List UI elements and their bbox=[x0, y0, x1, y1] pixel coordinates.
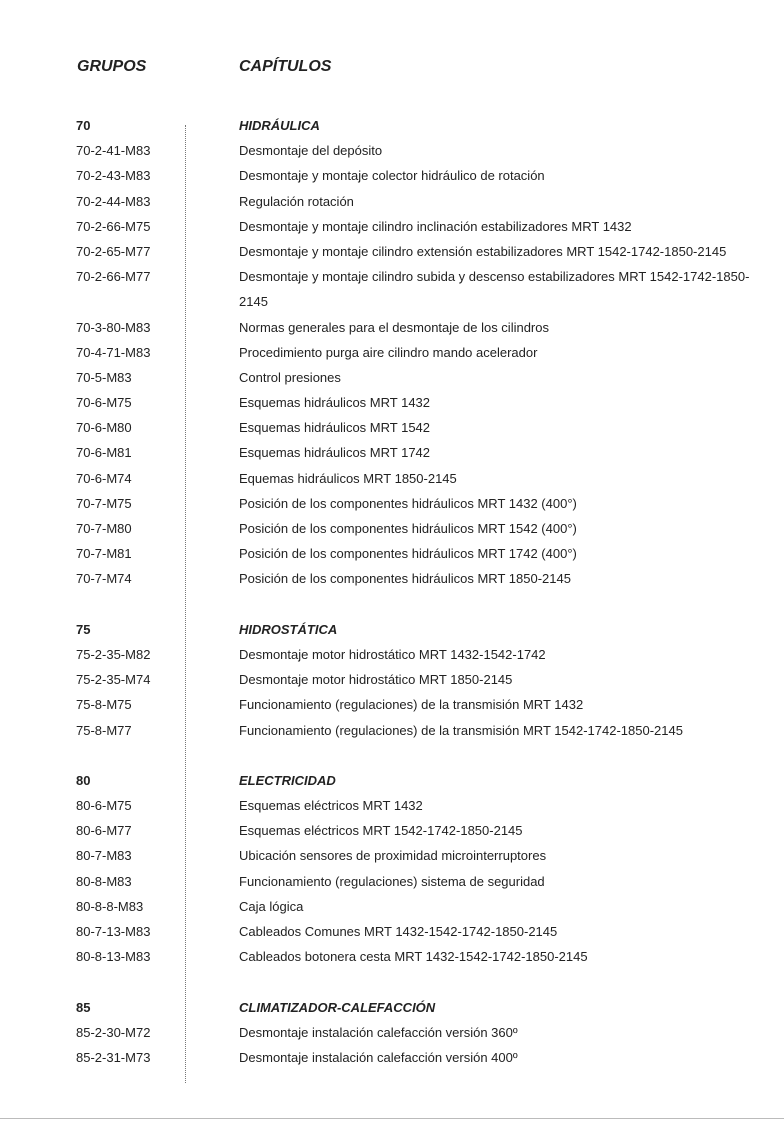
chapters-column-header: CAPÍTULOS bbox=[239, 58, 332, 75]
chapter-title: Esquemas hidráulicos MRT 1432 bbox=[239, 395, 431, 411]
chapter-code: 75-8-M75 bbox=[76, 697, 132, 713]
chapter-code: 80-6-M77 bbox=[76, 823, 132, 839]
chapter-code: 70-2-43-M83 bbox=[76, 168, 151, 184]
chapter-code: 70-2-44-M83 bbox=[76, 193, 151, 209]
chapter-code: 70-6-M81 bbox=[76, 445, 132, 461]
chapter-title: Desmontaje y montaje cilindro subida y descenso estabilizadores MRT 1542-1742-1850-2145 bbox=[239, 269, 750, 310]
section-code: 75 bbox=[76, 621, 91, 637]
chapter-title: Posición de los componentes hidráulicos MRT 1742 (400°) bbox=[239, 546, 577, 562]
chapter-title: Caja lógica bbox=[239, 898, 304, 914]
chapter-title: Esquemas eléctricos MRT 1432 bbox=[239, 798, 423, 814]
chapter-row bbox=[0, 140, 784, 165]
chapter-title: Cableados Comunes MRT 1432-1542-1742-1850-2145 bbox=[239, 924, 558, 940]
chapter-title: Esquemas hidráulicos MRT 1742 bbox=[239, 445, 431, 461]
chapter-code: 85-2-31-M73 bbox=[76, 1049, 151, 1065]
chapter-code: 70-5-M83 bbox=[76, 369, 132, 385]
chapter-row bbox=[0, 795, 784, 820]
chapter-row bbox=[0, 921, 784, 946]
chapter-row bbox=[0, 442, 784, 467]
chapter-row bbox=[0, 669, 784, 694]
section-spacer bbox=[0, 971, 784, 996]
chapter-code: 70-6-M75 bbox=[76, 395, 132, 411]
groups-column-header: GRUPOS bbox=[77, 58, 147, 75]
section-title: CLIMATIZADOR-CALEFACCIÓN bbox=[239, 999, 436, 1015]
section-header-row bbox=[0, 115, 784, 140]
chapter-title: Desmontaje motor hidrostático MRT 1850-2145 bbox=[239, 672, 513, 688]
chapter-code: 70-3-80-M83 bbox=[76, 319, 151, 335]
chapter-row bbox=[0, 367, 784, 392]
chapter-row bbox=[0, 317, 784, 342]
chapter-code: 70-2-66-M75 bbox=[76, 218, 151, 234]
section-header-row bbox=[0, 997, 784, 1022]
section-spacer bbox=[0, 745, 784, 770]
section-code: 85 bbox=[76, 999, 91, 1015]
section-title: ELECTRICIDAD bbox=[239, 772, 336, 788]
chapter-row bbox=[0, 896, 784, 921]
chapter-row bbox=[0, 644, 784, 669]
chapter-title: Regulación rotación bbox=[239, 193, 354, 209]
chapter-title: Cableados botonera cesta MRT 1432-1542-1742-1850-2145 bbox=[239, 949, 588, 965]
chapter-title: Procedimiento purga aire cilindro mando acelerador bbox=[239, 344, 538, 360]
chapter-row bbox=[0, 342, 784, 367]
chapter-row bbox=[0, 871, 784, 896]
chapter-title: Desmontaje y montaje cilindro extensión estabilizadores MRT 1542-1742-1850-2145 bbox=[239, 243, 727, 259]
chapter-code: 80-8-13-M83 bbox=[76, 949, 151, 965]
chapter-row bbox=[0, 946, 784, 971]
chapter-row bbox=[0, 216, 784, 241]
chapter-code: 80-8-M83 bbox=[76, 873, 132, 889]
chapter-code: 80-8-8-M83 bbox=[76, 898, 144, 914]
chapter-title: Posición de los componentes hidráulicos MRT 1432 (400°) bbox=[239, 495, 577, 511]
chapter-row bbox=[0, 241, 784, 266]
chapter-code: 80-7-M83 bbox=[76, 848, 132, 864]
chapter-row bbox=[0, 191, 784, 216]
chapter-title: Equemas hidráulicos MRT 1850-2145 bbox=[239, 470, 457, 486]
chapter-title: Posición de los componentes hidráulicos MRT 1542 (400°) bbox=[239, 521, 577, 537]
section-spacer bbox=[0, 594, 784, 619]
chapter-row bbox=[0, 468, 784, 493]
chapter-title: Funcionamiento (regulaciones) de la transmisión MRT 1542-1742-1850-2145 bbox=[239, 722, 683, 738]
chapter-title: Desmontaje instalación calefacción versión 400º bbox=[239, 1049, 518, 1065]
chapter-code: 80-7-13-M83 bbox=[76, 924, 151, 940]
chapter-index-list bbox=[0, 115, 784, 1072]
chapter-code: 70-2-41-M83 bbox=[76, 143, 151, 159]
chapter-row bbox=[0, 165, 784, 190]
chapter-title: Normas generales para el desmontaje de los cilindros bbox=[239, 319, 549, 335]
page-bottom-rule bbox=[0, 1118, 784, 1119]
chapter-row bbox=[0, 1022, 784, 1047]
chapter-title: Desmontaje y montaje cilindro inclinación estabilizadores MRT 1432 bbox=[239, 218, 632, 234]
chapter-row bbox=[0, 493, 784, 518]
chapter-title: Funcionamiento (regulaciones) de la transmisión MRT 1432 bbox=[239, 697, 584, 713]
chapter-row bbox=[0, 845, 784, 870]
chapter-title: Esquemas hidráulicos MRT 1542 bbox=[239, 420, 431, 436]
chapter-code: 80-6-M75 bbox=[76, 798, 132, 814]
section-code: 70 bbox=[76, 118, 91, 133]
chapter-row bbox=[0, 417, 784, 442]
section-header-row bbox=[0, 770, 784, 795]
section-title: HIDRÁULICA bbox=[239, 118, 320, 133]
chapter-code: 75-2-35-M82 bbox=[76, 646, 151, 662]
chapter-code: 75-8-M77 bbox=[76, 722, 132, 738]
chapter-row bbox=[0, 820, 784, 845]
chapter-row bbox=[0, 543, 784, 568]
chapter-title: Funcionamiento (regulaciones) sistema de seguridad bbox=[239, 873, 545, 889]
section-code: 80 bbox=[76, 772, 91, 788]
chapter-row bbox=[0, 392, 784, 417]
section-header-row bbox=[0, 619, 784, 644]
chapter-title: Desmontaje motor hidrostático MRT 1432-1542-1742 bbox=[239, 646, 546, 662]
chapter-code: 70-2-66-M77 bbox=[76, 269, 151, 285]
chapter-code: 70-6-M80 bbox=[76, 420, 132, 436]
chapter-title: Desmontaje del depósito bbox=[239, 143, 383, 159]
chapter-title: Esquemas eléctricos MRT 1542-1742-1850-2145 bbox=[239, 823, 523, 839]
chapter-code: 75-2-35-M74 bbox=[76, 672, 151, 688]
chapter-code: 70-7-M80 bbox=[76, 521, 132, 537]
section-title: HIDROSTÁTICA bbox=[239, 621, 338, 637]
chapter-title: Desmontaje y montaje colector hidráulico de rotación bbox=[239, 168, 545, 184]
chapter-title: Posición de los componentes hidráulicos MRT 1850-2145 bbox=[239, 571, 571, 587]
chapter-code: 70-2-65-M77 bbox=[76, 243, 151, 259]
chapter-title: Desmontaje instalación calefacción versión 360º bbox=[239, 1024, 518, 1040]
chapter-code: 70-7-M74 bbox=[76, 571, 132, 587]
chapter-row bbox=[0, 518, 784, 543]
chapter-title: Control presiones bbox=[239, 369, 341, 385]
chapter-row bbox=[0, 694, 784, 719]
chapter-code: 70-7-M81 bbox=[76, 546, 132, 562]
chapter-row bbox=[0, 1047, 784, 1072]
chapter-row bbox=[0, 266, 784, 316]
chapter-title: Ubicación sensores de proximidad microinterruptores bbox=[239, 848, 547, 864]
chapter-code: 70-6-M74 bbox=[76, 470, 132, 486]
chapter-code: 70-4-71-M83 bbox=[76, 344, 151, 360]
chapter-code: 85-2-30-M72 bbox=[76, 1024, 151, 1040]
chapter-code: 70-7-M75 bbox=[76, 495, 132, 511]
chapter-row bbox=[0, 720, 784, 745]
chapter-row bbox=[0, 568, 784, 593]
